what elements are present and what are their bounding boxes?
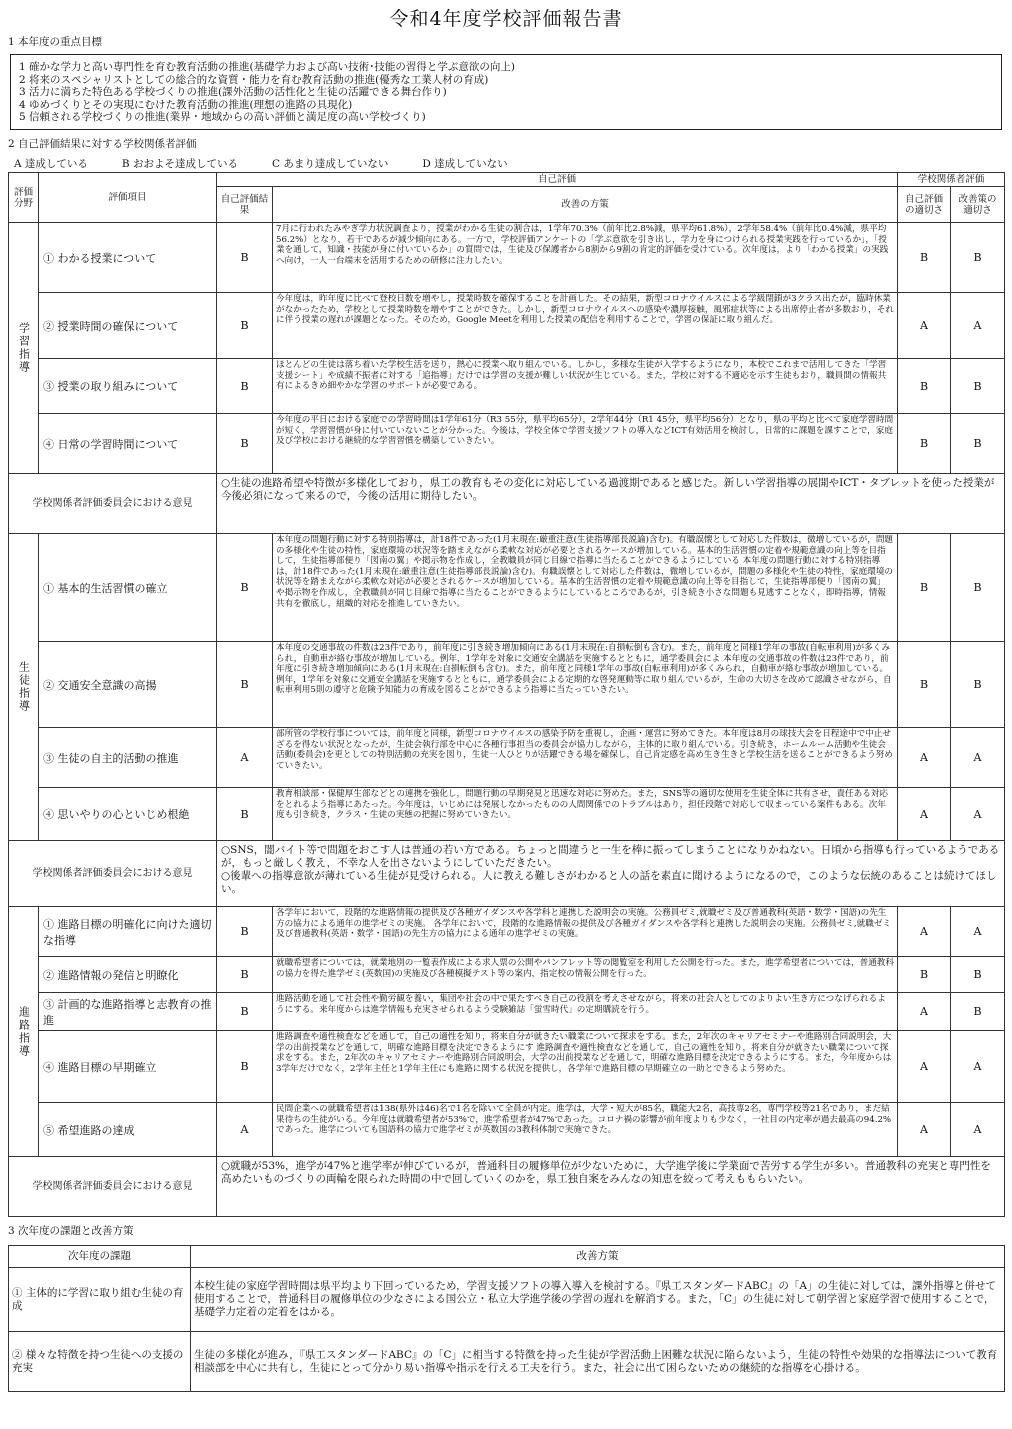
improvement-plan: 民間企業への就職希望者は138(県外は46)名で1名を除いて全員が内定。進学は，大学・短大が85名，職能大2名，高技専2名，専門学校等21名であり，まだ結果待ちの生徒がいる。今年度は就職希望者が53%で，進学希望者が47%であった。コロナ禍の影響が前年度よりも少なく，一社目の内定率が過去最高の94.2%であった。進学についても国語科の協力で進学ゼミが英数国の3教科体制で実施できた。	[273, 1103, 898, 1157]
table-row	[9, 1332, 1005, 1392]
opinion-row	[9, 1157, 1005, 1217]
field-label: 学習指導	[9, 223, 39, 474]
plan-appropriate-grade: A	[951, 1031, 1005, 1103]
self-result: B	[217, 957, 273, 993]
goal-item: 4 ゆめづくりとその実現にむけた教育活動の推進(理想の進路の具現化)	[19, 98, 353, 111]
table-row	[9, 642, 1005, 728]
table-row	[9, 534, 1005, 642]
eval-item: ④ 進路目標の早期確立	[39, 1031, 217, 1103]
section3-heading: 3 次年度の課題と改善方策	[8, 1225, 134, 1237]
self-result: B	[217, 993, 273, 1031]
eval-item: ④ 日常の学習時間について	[39, 414, 217, 474]
improvement-plan: 今年度は，昨年度に比べて登校日数を増やし，授業時数を確保することを計画した。その結果，新型コロナウイルスによる学級閉鎖が3クラス出たが，臨時休業がなかったため，学校として授業時数を増やすことができた。しかし，新型コロナウイルスへの感染や濃厚接触，風邪症状等による出席停止者が多数おり，それに伴う授業の遅れが課題となった。そのため，Google Meetを利用した授業の配信を利用することで，学習の保証に取り組んだ。	[273, 293, 898, 359]
header-improvement: 改善方策	[191, 1246, 1005, 1268]
section1-heading: 1 本年度の重点目標	[8, 36, 103, 48]
header-plan-appropriate: 改善策の適切さ	[951, 187, 1005, 223]
self-result: B	[217, 788, 273, 841]
next-year-table	[8, 1245, 1005, 1392]
plan-appropriate-grade: B	[951, 534, 1005, 642]
plan-appropriate-grade: B	[951, 414, 1005, 474]
table-row	[9, 957, 1005, 993]
opinion-row	[9, 474, 1005, 534]
committee-opinion: ○就職が53%，進学が47%と進学率が伸びているが，普通科目の履修単位が少ないために，大学進学後に学業面で苦労する学生が多い。普通教科の充実と専門性を高めたいものづくりの両輪を限られた時間の中で回していくのかを，県工独自案をみんなの知恵を絞って考えももらいたい。	[217, 1157, 1005, 1217]
plan-appropriate-grade: A	[951, 293, 1005, 359]
plan-appropriate-grade: B	[951, 223, 1005, 293]
header-field: 評価分野	[9, 173, 39, 223]
self-result: B	[217, 223, 273, 293]
next-year-issue: ② 様々な特徴を持つ生徒への支援の充実	[9, 1332, 191, 1392]
table-row	[9, 1268, 1005, 1332]
field-label: 生徒指導	[9, 534, 39, 841]
self-appropriate-grade: A	[898, 907, 951, 957]
improvement-plan: 本年度の交通事故の件数は23件であり，前年度に引き続き増加傾向にある(1月末現在:自損転倒も含む)。また，前年度と同様1学年の事故(自転車利用)が多くみられ，自動車が絡む事故が増加している。例年，1学年を対象に交通安全講話を実施するとともに，通学委員会によ 本年度の交通事故の件数は23件であり，前年度に引き続き増加傾向にある(1月末現在:自損転倒も含む)。また，前年度と同様1学年の事故(自転車利用)が多くみられ，自動車が絡む事故が増加している。例年，1学年を対象に交通安全講話を実施するとともに，通学委員会による定期的な啓発運動等に取り組んでいるが，生命の大切さを改めて認識させながら，自転車利用5則の遵守と危険予知能力の育成を図ることができるよう指導に当たっていきたい。	[273, 642, 898, 728]
header-item: 評価項目	[39, 173, 217, 223]
improvement-plan: 部所管の学校行事については，前年度と同様，新型コロナウイルスの感染予防を重視し，企画・運営に努めてきた。本年度は8月の球技大会を日程途中で中止せざるを得ない状況となったが，生徒会執行部を中心に各種行事担当の委員会が協力しながら，主体的に取り組んでいる。引き続き，ホームルーム活動や生徒会活動(委員会)を更としての特別活動の充実を図り，生徒一人ひとりが活躍できる場を確保し，自己肯定感を高め生き生きと学校生活を送ることができるよう努めていきたい。	[273, 728, 898, 788]
improvement-plan: 7月に行われたみやぎ学力状況調査より，授業がわかる生徒の割合は，1学年70.3%（前年比2.8%減，県平均61.8%），2学年58.4%（前年比0.4%減，県平均56.2%）となり，若干であるが減少傾向にある。一方で，学校評価アンケートの「学ぶ意欲を引き出し，学力を身につけられる授業実践を行っているか」，「授業を通して，知識・技能が身に付いているか」の質問では，生徒及び保護者から8割から9割の肯定的評価を受けている。次年度は，より「わかる授業」の実践へ向け，一人一台端末を活用するための研修に注力したい。	[273, 223, 898, 293]
committee-opinion: ○生徒の進路希望や特徴が多様化しており，県工の教育もその変化に対応している過渡期であると感じた。新しい学習指導の展開やICT・タブレットを使った授業が今後必須になって来るので，今後の活用に期待したい。	[217, 474, 1005, 534]
eval-item: ① 基本的生活習慣の確立	[39, 534, 217, 642]
improvement-plan: 本年度の問題行動に対する特別指導は，計18件であった(1月末現在:厳重注意(生徒指導部長説諭)含む)。有職誤懐として対応した件数は，微増しているが，問題の多様化や生徒の特性，家庭環境の状況等を踏まえながら柔軟な対応が必要とされるケースが増加している。基本的生活習慣の定着や規範意識の向上等を目指して，生徒指導部便り「図南の翼」や掲示物を作成し，全教職員が同じ目線で指導に当たることができるようにしている 本年度の問題行動に対する特別指導は，計18件であった(1月末現在:厳重注意(生徒指導部長説論)含む)。有職誤懐として対応した件数は，微増しているが，問題の多様化や生徒の特性，家庭環境の状況等を踏まえながら柔軟な対応が必要とされるケースが増加している。基本的生活習慣の定着や規範意識の向上等を目指して，生徒指導部便り「図南の翼」や掲示物を作成し，全教職員が同じ目線で指導に当たることができるようにしているところであるが，引き続き小さな問題も見逃すことなく，即時指導，情報共有を徹底し，組織的対応を推進していきたい。	[273, 534, 898, 642]
opinion-label: 学校関係者評価委員会における意見	[9, 841, 217, 907]
opinion-label: 学校関係者評価委員会における意見	[9, 1157, 217, 1217]
table-row	[9, 414, 1005, 474]
header-self-appropriate: 自己評価の適切さ	[898, 187, 951, 223]
plan-appropriate-grade: A	[951, 728, 1005, 788]
table-row	[9, 359, 1005, 414]
improvement-plan: ほとんどの生徒は落ち着いた学校生活を送り，熱心に授業へ取り組んでいる。しかし，多様な生徒が入学するようになり，本校でこれまで活用してきた「学習支援シート」や成績不振者に対する「追指導」だけでは学習の支援が難しい状況が生じている。また，学校に対する不適応を示す生徒もおり，職員間の情報共有によるきめ細やかな学習のサポートが必要である。	[273, 359, 898, 414]
eval-item: ① 進路目標の明確化に向けた適切な指導	[39, 907, 217, 957]
self-result: A	[217, 1103, 273, 1157]
table-row	[9, 1103, 1005, 1157]
improvement-plan: 進路活動を通して社会性や勤労観を養い，集団や社会の中で果たすべき自己の役割を考えさせながら，将来の社会人としてのよりよい生き方につなげられるようにする。来年度からは進学情報も充実させられるよう受験雑誌「蛍雪時代」の定期購読を行う。	[273, 993, 898, 1031]
self-appropriate-grade: A	[898, 993, 951, 1031]
goal-item: 3 活力に満ちた特色ある学校づくりの推進(課外活動の活性化と生徒の活躍できる舞台作り)	[19, 86, 447, 99]
table-row	[9, 1031, 1005, 1103]
committee-opinion: ○SNS，闇バイト等で問題をおこす人は普通の若い方である。ちょっと間違うと一生を棒に振ってしまうことになりかねない。日頃から指導も行っているようであるが，もっと厳しく教え，不幸な人を出さないようにしていただきたい。 ○後輩への指導意欲が薄れている生徒が見受けられる。人に教える難しさがわかると人の話を素直に聞けるようになるので，このような伝統のあることは続けてほしい。	[217, 841, 1005, 907]
legend-b: B おおよそ達成している	[121, 158, 238, 170]
goal-item: 1 確かな学力と高い専門性を育む教育活動の推進(基礎学力および高い技術･技能の習得と学ぶ意欲の向上)	[19, 61, 515, 73]
self-appropriate-grade: B	[898, 223, 951, 293]
self-appropriate-grade: A	[898, 1103, 951, 1157]
plan-appropriate-grade: B	[951, 642, 1005, 728]
eval-item: ③ 計画的な進路指導と志教育の推進	[39, 993, 217, 1031]
table-row	[9, 293, 1005, 359]
header-stakeholder-eval: 学校関係者評価	[898, 173, 1005, 187]
self-result: B	[217, 1031, 273, 1103]
next-year-plan: 本校生徒の家庭学習時間は県平均より下回っているため，学習支援ソフトの導入導入を検討する。『県工スタンダードABC』の「A」の生徒に対しては，課外指導と併せて使用することで，普通科目の履修単位の少なさによる国公立・私立大学進学後の学習の遅れを解消する。また，「C」の生徒に対して朝学習と家庭学習で使用することで，基礎学力定着の定着をはかる。	[191, 1268, 1005, 1332]
next-year-issue: ① 主体的に学習に取り組む生徒の育成	[9, 1268, 191, 1332]
eval-item: ④ 思いやりの心といじめ根絶	[39, 788, 217, 841]
legend-a: A 達成している	[14, 158, 88, 170]
improvement-plan: 就職希望者については，就業地別の一覧表作成による求人票の公開やパンフレット等の閲覧室を利用した公開を行った。また，進学希望者については，普通教科の協力を得た進学ゼミ(英数国)の実施及び各種模擬テスト等の案内，指定校の情報公開を行った。	[273, 957, 898, 993]
self-appropriate-grade: B	[898, 414, 951, 474]
eval-item: ③ 生徒の自主的活動の推進	[39, 728, 217, 788]
improvement-plan: 進路調査や適性検査などを通して，自己の適性を知り，将来自分が就きたい職業について探求をする。また，2年次のキャリアセミナーや進路別合同説明会，大学の出前授業などを通して，明確な進路目標を決定できるようにす 進路調査や適性検査などを通して，自己の適性を知り，将来自分が就きたい職業について探求をする。また，2年次のキャリアセミナーや進路別合同説明会，大学の出前授業などを通して，明確な進路目標を決定できるようにする。また，今年度からは3学年だけでなく，2学年主任と1学年主任にも進路に関する状況を提供し，各学年で進路目標の早期確立の一助とできるよう努めた。	[273, 1031, 898, 1103]
evaluation-table	[8, 172, 1005, 1217]
section2-heading: 2 自己評価結果に対する学校関係者評価	[8, 138, 197, 150]
plan-appropriate-grade: A	[951, 907, 1005, 957]
field-label: 進路指導	[9, 907, 39, 1157]
eval-item: ③ 授業の取り組みについて	[39, 359, 217, 414]
legend-d: D 達成していない	[422, 158, 508, 170]
table-row	[9, 223, 1005, 293]
self-result: B	[217, 293, 273, 359]
self-appropriate-grade: A	[898, 293, 951, 359]
self-appropriate-grade: B	[898, 642, 951, 728]
eval-item: ⑤ 希望進路の達成	[39, 1103, 217, 1157]
plan-appropriate-grade: B	[951, 957, 1005, 993]
self-appropriate-grade: B	[898, 534, 951, 642]
self-result: B	[217, 642, 273, 728]
self-appropriate-grade: B	[898, 359, 951, 414]
header-self-eval: 自己評価	[217, 173, 898, 187]
self-appropriate-grade: B	[898, 957, 951, 993]
header-result: 自己評価結果	[217, 187, 273, 223]
eval-item: ② 授業時間の確保について	[39, 293, 217, 359]
self-result: A	[217, 728, 273, 788]
page-title: 令和4年度学校評価報告書	[389, 8, 623, 30]
grade-legend	[8, 156, 1004, 172]
header-plan: 改善の方策	[273, 187, 898, 223]
self-result: B	[217, 534, 273, 642]
improvement-plan: 今年度の平日における家庭での学習時間は1学年61分（R3 55分，県平均65分），2学年44分（R1 45分，県平均56分）となり，県の平均と比べて家庭学習時間が短く，学習習慣が身に付いていないことが分かった。今後は，学校全体で学習支援ソフトの導入などICT有効活用を検討し，日常的に課題を課すことで，家庭及び学校における継続的な学習習慣を構築していきたい。	[273, 414, 898, 474]
legend-c: C あまり達成していない	[271, 158, 389, 170]
goal-item: 5 信頼される学校づくりの推進(業界・地域からの高い評価と満足度の高い学校づくり)	[19, 111, 426, 124]
plan-appropriate-grade: A	[951, 1103, 1005, 1157]
next-year-plan: 生徒の多様化が進み，『県工スタンダードABC』の「C」に相当する特徴を持った生徒が学習活動上困難な状況に陥らないよう，生徒の特性や効果的な指導法について教育相談部を中心に共有し，生徒にとって分かり易い指導や指示を行える工夫を行う。また，社会に出て困らないための継続的な指導を心掛ける。	[191, 1332, 1005, 1392]
self-appropriate-grade: A	[898, 1031, 951, 1103]
self-result: B	[217, 359, 273, 414]
self-appropriate-grade: A	[898, 728, 951, 788]
eval-item: ② 進路情報の発信と明瞭化	[39, 957, 217, 993]
goal-item: 2 将来のスペシャリストとしての総合的な資質・能力を育む教育活動の推進(優秀な工業人材の育成)	[19, 73, 489, 86]
table-row	[9, 728, 1005, 788]
improvement-plan: 教育相談部・保健厚生部などとの連携を強化し，問題行動の早期発見と迅速な対応に努めた。また，SNS等の適切な使用を生徒全体に共有させ，責任ある対応をとれるよう指導にあたった。今年度は，いじめには発展しなかったものの人間関係でのトラブルはあり，担任段階で対応して収まっている案件もある。次年度も引き続き，クラス・生徒の実態の把握に努めていきたい。	[273, 788, 898, 841]
self-result: B	[217, 414, 273, 474]
opinion-row	[9, 841, 1005, 907]
header-issue: 次年度の課題	[9, 1246, 191, 1268]
table-row	[9, 788, 1005, 841]
self-appropriate-grade: A	[898, 788, 951, 841]
self-result: B	[217, 907, 273, 957]
eval-item: ② 交通安全意識の高揚	[39, 642, 217, 728]
goals-box	[10, 54, 1002, 130]
opinion-label: 学校関係者評価委員会における意見	[9, 474, 217, 534]
plan-appropriate-grade: B	[951, 993, 1005, 1031]
report-page	[8, 0, 1004, 1392]
eval-item: ① わかる授業について	[39, 223, 217, 293]
plan-appropriate-grade: B	[951, 359, 1005, 414]
plan-appropriate-grade: A	[951, 788, 1005, 841]
table-row	[9, 993, 1005, 1031]
table-row	[9, 907, 1005, 957]
improvement-plan: 各学年において，段階的な進路情報の提供及び各種ガイダンスや各学科と連携した説明会の実施。公務員ゼミ,就職ゼミ及び普通教科(英語・数学・国語)の先生方の協力による通年の進学ゼミの実施。 各学年において，段階的な進路情報の提供及び各種ガイダンスや各学科と連携した説明会の実施。公務員ゼミ,就職ゼミ及び普通教科(英語・数学・国語)の先生方の協力による通年の進学ゼミの実施。	[273, 907, 898, 957]
